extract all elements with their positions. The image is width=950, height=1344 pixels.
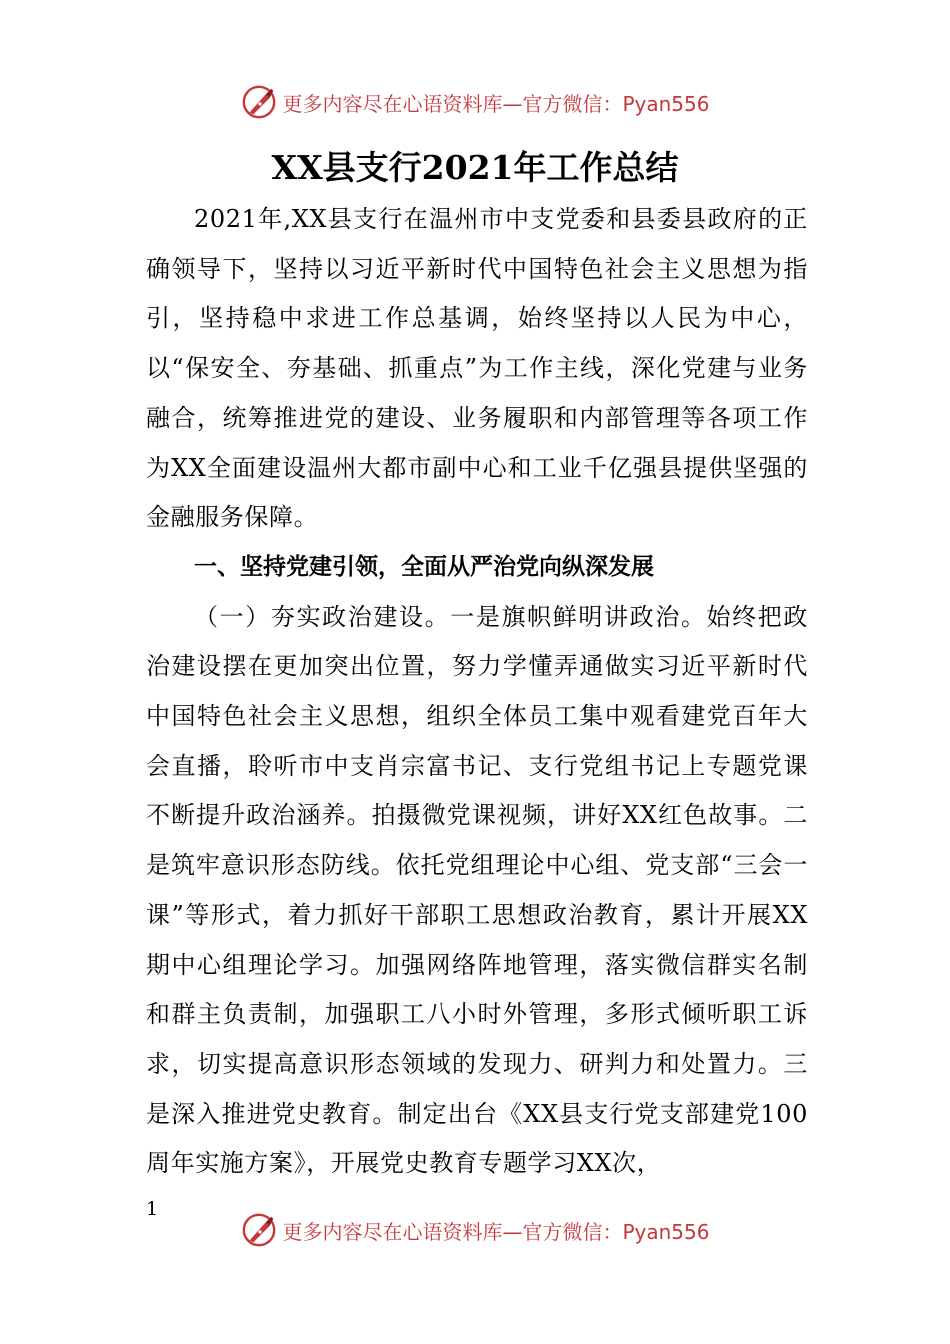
footer-banner	[0, 1210, 950, 1250]
pen-nib-logo-icon	[240, 1211, 278, 1249]
footer-banner-text: 更多内容尽在心语资料库—官方微信：Pyan556	[282, 1219, 710, 1244]
page-number: 1	[146, 1198, 159, 1220]
pen-nib-logo-icon	[240, 83, 278, 121]
header-banner	[0, 82, 950, 122]
document-title: XX县支行2021年工作总结	[271, 148, 679, 187]
header-banner-text: 更多内容尽在心语资料库—官方微信：Pyan556	[282, 91, 710, 116]
intro-paragraph: 2021年,XX县支行在温州市中支党委和县委县政府的正确领导下，坚持以习近平新时代中国特色社会主义思想为指引，坚持稳中求进工作总基调，始终坚持以人民为中心，以“保安全、夯基础、抓重点”为工作主线，深化党建与业务融合，统筹推进党的建设、业务履职和内部管理等各项工作为XX全面建设温州大都市副中心和工业千亿强县提供坚强的金融服务保障。	[146, 205, 808, 532]
document-body	[146, 195, 808, 1189]
section-1-paragraph-1: （一）夯实政治建设。一是旗帜鲜明讲政治。始终把政治建设摆在更加突出位置，努力学懂弄通做实习近平新时代中国特色社会主义思想，组织全体员工集中观看建党百年大会直播，聆听市中支肖宗富书记、支行党组书记上专题党课不断提升政治涵养。拍摄微党课视频，讲好XX红色故事。二是筑牢意识形态防线。依托党组理论中心组、党支部“三会一课”等形式，着力抓好干部职工思想政治教育，累计开展XX期中心组理论学习。加强网络阵地管理，落实微信群实名制和群主负责制，加强职工八小时外管理，多形式倾听职工诉求，切实提高意识形态领域的发现力、研判力和处置力。三是深入推进党史教育。制定出台《XX县支行党支部建党100周年实施方案》，开展党史教育专题学习XX次，	[146, 602, 808, 1178]
section-heading-1: 一、坚持党建引领，全面从严治党向纵深发展	[194, 553, 654, 580]
